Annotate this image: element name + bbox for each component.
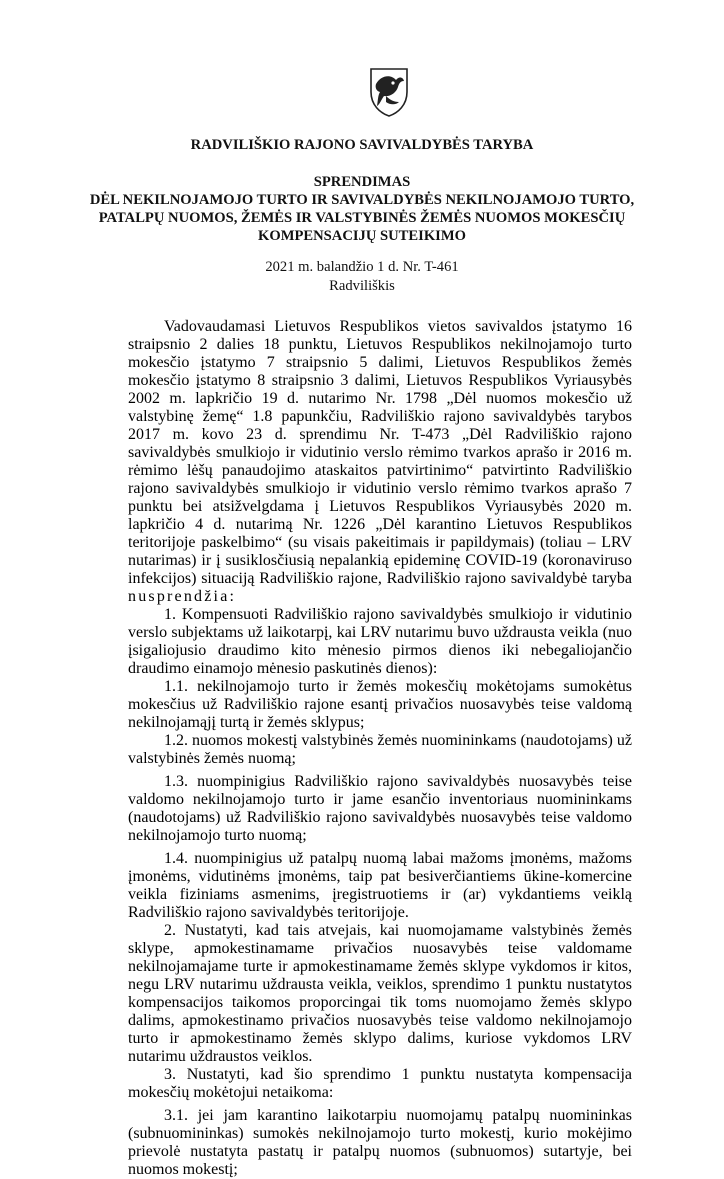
preamble-text: Vadovaudamasi Lietuvos Respublikos vietos savivaldos įstatymo 16 straipsnio 2 dalies 18 punktu, Lietuvos Respublikos nekilnojamojo turto mokesčio įstatymo 7 straipsnio 5 dalimi, Lietuvos Respublikos žemės mokesčio įstatymo 8 straipsnio 3 dalimi, Lietuvos Respublikos Vyriausybės 2002 m. lapkričio 19 d. nutarimo Nr. 1798 „Dėl nuomos mokesčio už valstybinę žemę“ 1.8 papunkčiu, Radviliškio rajono savivaldybės tarybos 2017 m. kovo 23 d. sprendimu Nr. T-473 „Dėl Radviliškio rajono savivaldybės smulkiojo ir vidutinio verslo rėmimo tvarkos aprašo ir 2016 m. rėmimo lėšų panaudojimo ataskaitos patvirtinimo“ patvirtinto Radviliškio rajono savivaldybės smulkiojo ir vidutinio verslo rėmimo tvarkos aprašo 7 punktu bei atsižvelgdama į Lietuvos Respublikos Vyriausybės 2020 m. lapkričio 4 d. nutarimą Nr. 1226 „Dėl karantino Lietuvos Respublikos teritorijoje paskelbimo“ (su visais pakeitimais ir papildymais) (toliau – LRV nutarimas) ir į susiklosčiusią nepalankią epideminę COVID-19 (koronaviruso infekcijos) situaciją Radviliškio rajone, Radviliškio rajono savivaldybė taryba: [128, 318, 632, 587]
paragraph-2: 2. Nustatyti, kad tais atvejais, kai nuomojamame valstybinės žemės sklype, apmokestinamame privačios nuosavybės teise valdomame nekilnojamajame turte ir apmokestinamame žemės sklype vykdomos ir kitos, negu LRV nutarimu uždrausta veikla, veiklos, sprendimo 1 punktu nustatytos kompensacijos taikomos proporcingai tik toms nuomojamo žemės sklypo dalims, apmokestinamo privačios nuosavybės teise valdomo nekilnojamojo turto ir apmokestinamo žemės sklypo dalims, kuriose vykdomos LRV nutarimu uždraustos veiklos.: [128, 922, 632, 1065]
institution-name: RADVILIŠKIO RAJONO SAVIVALDYBĖS TARYBA: [190, 137, 534, 153]
title-line-1: DĖL NEKILNOJAMOJO TURTO IR SAVIVALDYBĖS NEKILNOJAMOJO TURTO,: [89, 192, 635, 208]
date-place-block: [0, 258, 724, 296]
paragraph-3-1: 3.1. jei jam karantino laikotarpiu nuomojamų patalpų nuomininkas (subnuomininkas) sumokės nekilnojamojo turto mokestį, kurio mokėjimo prievolė nustatyta pastatų ir patalpų nuomos (subnuomos) sutartyje, bei nuomos mokestį;: [128, 1107, 632, 1178]
title-line-2: PATALPŲ NUOMOS, ŽEMĖS IR VALSTYBINĖS ŽEMĖS NUOMOS MOKESČIŲ: [98, 210, 626, 226]
document-type: SPRENDIMAS: [313, 174, 411, 190]
coat-of-arms-icon: [368, 66, 410, 118]
paragraph-1: 1. Kompensuoti Radviliškio rajono savivaldybės smulkiojo ir vidutinio verslo subjektams už laikotarpį, kai LRV nutarimu buvo uždrausta veikla (nuo įsigaliojusio draudimo kito mėnesio pirmos dienos iki nebegaliojančio draudimo einamojo mėnesio paskutinės dienos):: [128, 606, 632, 677]
date-and-number: 2021 m. balandžio 1 d. Nr. T-461: [265, 259, 459, 275]
paragraph-1-3: 1.3. nuompinigius Radviliškio rajono savivaldybės nuosavybės teise valdomo nekilnojamojo turto ir jame esančio inventoriaus nuomininkams (naudotojams) už Radviliškio rajono savivaldybės nuosavybės teise valdomo nekilnojamojo turto nuomą;: [128, 773, 632, 844]
paragraph-3: 3. Nustatyti, kad šio sprendimo 1 punktu nustatyta kompensacija mokesčių mokėtojui netaikoma:: [128, 1066, 632, 1101]
decision-title-block: [0, 173, 724, 245]
paragraph-1-1: 1.1. nekilnojamojo turto ir žemės mokesčių mokėtojams sumokėtus mokesčius už Radviliškio rajone esantį privačios nuosavybės teise valdomą nekilnojamąjį turtą ir žemės sklypus;: [128, 678, 632, 731]
paragraph-1-4: 1.4. nuompinigius už patalpų nuomą labai mažoms įmonėms, mažoms įmonėms, vidutinėms įmonėms, taip pat besiverčiantiems ūkine-komercine veikla fiziniams asmenims, įregistruotiems ir (ar) vykdantiems veiklą Radviliškio rajono savivaldybės teritorijoje.: [128, 850, 632, 921]
preamble-paragraph: [128, 318, 632, 606]
decides-word: nusprendžia: [128, 588, 230, 605]
decides-colon: :: [229, 588, 234, 605]
decision-body: [128, 318, 632, 1179]
title-line-3: KOMPENSACIJŲ SUTEIKIMO: [258, 228, 466, 244]
place: Radviliškis: [329, 278, 395, 294]
paragraph-1-2: 1.2. nuomos mokestį valstybinės žemės nuomininkams (naudotojams) už valstybinės žemės nuomą;: [128, 732, 632, 767]
